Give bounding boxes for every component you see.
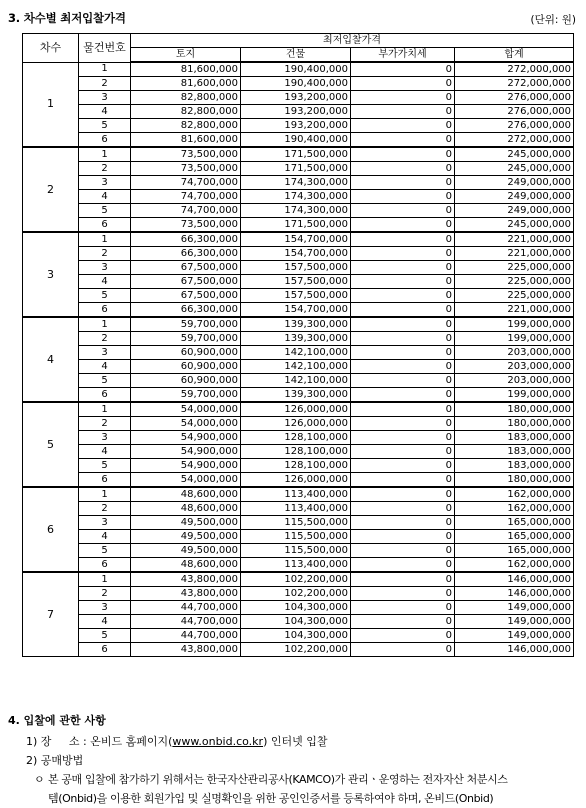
item-no-cell: 6 [79, 303, 131, 318]
building-price-cell: 190,400,000 [241, 133, 351, 148]
item-no-cell: 4 [79, 360, 131, 374]
building-price-cell: 126,000,000 [241, 417, 351, 431]
table-row [23, 190, 574, 204]
item-no-cell: 4 [79, 190, 131, 204]
item-no-cell: 2 [79, 502, 131, 516]
total-price-cell: 199,000,000 [455, 388, 574, 403]
table-row [23, 77, 574, 91]
building-price-cell: 113,400,000 [241, 558, 351, 573]
building-price-cell: 142,100,000 [241, 360, 351, 374]
item-no-cell: 5 [79, 459, 131, 473]
total-price-cell: 199,000,000 [455, 317, 574, 332]
table-row [23, 105, 574, 119]
land-price-cell: 54,900,000 [131, 445, 241, 459]
building-price-cell: 102,200,000 [241, 572, 351, 587]
building-price-cell: 157,500,000 [241, 275, 351, 289]
building-price-cell: 115,500,000 [241, 516, 351, 530]
total-price-cell: 225,000,000 [455, 261, 574, 275]
vat-cell: 0 [351, 487, 455, 502]
building-price-cell: 102,200,000 [241, 587, 351, 601]
vat-cell: 0 [351, 445, 455, 459]
vat-cell: 0 [351, 558, 455, 573]
land-price-cell: 43,800,000 [131, 643, 241, 657]
item-no-cell: 5 [79, 204, 131, 218]
building-price-cell: 128,100,000 [241, 431, 351, 445]
total-price-cell: 276,000,000 [455, 105, 574, 119]
building-price-cell: 113,400,000 [241, 502, 351, 516]
table-row [23, 587, 574, 601]
table-row [23, 601, 574, 615]
vat-cell: 0 [351, 601, 455, 615]
table-row [23, 91, 574, 105]
building-price-cell: 104,300,000 [241, 629, 351, 643]
item-no-cell: 2 [79, 162, 131, 176]
header-round: 차수 [23, 34, 79, 63]
item-no-cell: 3 [79, 176, 131, 190]
building-price-cell: 126,000,000 [241, 402, 351, 417]
total-price-cell: 149,000,000 [455, 629, 574, 643]
land-price-cell: 49,500,000 [131, 516, 241, 530]
header-min-bid-price: 최저입찰가격 [131, 34, 574, 48]
table-row [23, 147, 574, 162]
vat-cell: 0 [351, 232, 455, 247]
item-no-cell: 2 [79, 332, 131, 346]
item-no-cell: 3 [79, 431, 131, 445]
land-price-cell: 67,500,000 [131, 261, 241, 275]
vat-cell: 0 [351, 530, 455, 544]
total-price-cell: 203,000,000 [455, 360, 574, 374]
total-price-cell: 162,000,000 [455, 558, 574, 573]
building-price-cell: 142,100,000 [241, 346, 351, 360]
land-price-cell: 74,700,000 [131, 176, 241, 190]
table-row [23, 530, 574, 544]
vat-cell: 0 [351, 218, 455, 233]
unit-label: (단위: 원) [530, 14, 576, 26]
vat-cell: 0 [351, 133, 455, 148]
table-row [23, 445, 574, 459]
total-price-cell: 225,000,000 [455, 275, 574, 289]
land-price-cell: 67,500,000 [131, 275, 241, 289]
total-price-cell: 276,000,000 [455, 119, 574, 133]
land-price-cell: 81,600,000 [131, 77, 241, 91]
table-row [23, 176, 574, 190]
item-no-cell: 3 [79, 91, 131, 105]
total-price-cell: 183,000,000 [455, 431, 574, 445]
total-price-cell: 180,000,000 [455, 417, 574, 431]
vat-cell: 0 [351, 643, 455, 657]
total-price-cell: 203,000,000 [455, 346, 574, 360]
building-price-cell: 154,700,000 [241, 303, 351, 318]
item-no-cell: 3 [79, 261, 131, 275]
building-price-cell: 154,700,000 [241, 247, 351, 261]
vat-cell: 0 [351, 317, 455, 332]
total-price-cell: 162,000,000 [455, 487, 574, 502]
building-price-cell: 139,300,000 [241, 332, 351, 346]
table-row [23, 558, 574, 573]
item-no-cell: 4 [79, 445, 131, 459]
total-price-cell: 146,000,000 [455, 572, 574, 587]
item-no-cell: 3 [79, 346, 131, 360]
total-price-cell: 149,000,000 [455, 615, 574, 629]
header-item-no: 물건번호 [79, 34, 131, 63]
table-row [23, 346, 574, 360]
building-price-cell: 154,700,000 [241, 232, 351, 247]
table-row [23, 516, 574, 530]
item-no-cell: 2 [79, 77, 131, 91]
vat-cell: 0 [351, 289, 455, 303]
table-row [23, 417, 574, 431]
item-no-cell: 2 [79, 417, 131, 431]
building-price-cell: 128,100,000 [241, 445, 351, 459]
round-cell: 5 [23, 402, 79, 487]
total-price-cell: 146,000,000 [455, 643, 574, 657]
land-price-cell: 60,900,000 [131, 374, 241, 388]
building-price-cell: 115,500,000 [241, 544, 351, 558]
section-title: 3. 차수별 최저입찰가격 [8, 11, 126, 25]
vat-cell: 0 [351, 459, 455, 473]
land-price-cell: 82,800,000 [131, 91, 241, 105]
total-price-cell: 245,000,000 [455, 218, 574, 233]
building-price-cell: 104,300,000 [241, 615, 351, 629]
land-price-cell: 49,500,000 [131, 544, 241, 558]
item-no-cell: 5 [79, 374, 131, 388]
table-row [23, 275, 574, 289]
land-price-cell: 66,300,000 [131, 232, 241, 247]
item-no-cell: 4 [79, 105, 131, 119]
building-price-cell: 157,500,000 [241, 289, 351, 303]
item-no-cell: 1 [79, 487, 131, 502]
vat-cell: 0 [351, 516, 455, 530]
table-row [23, 502, 574, 516]
total-price-cell: 221,000,000 [455, 303, 574, 318]
round-cell: 2 [23, 147, 79, 232]
item-no-cell: 5 [79, 629, 131, 643]
vat-cell: 0 [351, 473, 455, 488]
item-no-cell: 1 [79, 317, 131, 332]
building-price-cell: 171,500,000 [241, 147, 351, 162]
place-prefix: 1) 장 소 : 온비드 홈페이지( [26, 735, 173, 748]
total-price-cell: 162,000,000 [455, 502, 574, 516]
item-no-cell: 6 [79, 218, 131, 233]
total-price-cell: 180,000,000 [455, 473, 574, 488]
building-price-cell: 142,100,000 [241, 374, 351, 388]
item-no-cell: 4 [79, 275, 131, 289]
land-price-cell: 59,700,000 [131, 388, 241, 403]
table-row [23, 431, 574, 445]
building-price-cell: 190,400,000 [241, 62, 351, 77]
land-price-cell: 82,800,000 [131, 119, 241, 133]
building-price-cell: 190,400,000 [241, 77, 351, 91]
land-price-cell: 73,500,000 [131, 218, 241, 233]
building-price-cell: 193,200,000 [241, 119, 351, 133]
total-price-cell: 245,000,000 [455, 147, 574, 162]
item-no-cell: 6 [79, 473, 131, 488]
total-price-cell: 180,000,000 [455, 402, 574, 417]
section4-title: 4. 입찰에 관한 사항 [8, 714, 106, 727]
total-price-cell: 203,000,000 [455, 374, 574, 388]
land-price-cell: 54,000,000 [131, 473, 241, 488]
vat-cell: 0 [351, 162, 455, 176]
vat-cell: 0 [351, 247, 455, 261]
building-price-cell: 113,400,000 [241, 487, 351, 502]
table-row [23, 473, 574, 488]
vat-cell: 0 [351, 176, 455, 190]
vat-cell: 0 [351, 388, 455, 403]
building-price-cell: 171,500,000 [241, 218, 351, 233]
vat-cell: 0 [351, 360, 455, 374]
vat-cell: 0 [351, 119, 455, 133]
total-price-cell: 245,000,000 [455, 162, 574, 176]
land-price-cell: 54,000,000 [131, 417, 241, 431]
building-price-cell: 102,200,000 [241, 643, 351, 657]
building-price-cell: 157,500,000 [241, 261, 351, 275]
land-price-cell: 60,900,000 [131, 346, 241, 360]
land-price-cell: 44,700,000 [131, 615, 241, 629]
vat-cell: 0 [351, 261, 455, 275]
item-no-cell: 5 [79, 289, 131, 303]
vat-cell: 0 [351, 417, 455, 431]
vat-cell: 0 [351, 374, 455, 388]
header-building: 건물 [241, 48, 351, 63]
building-price-cell: 126,000,000 [241, 473, 351, 488]
land-price-cell: 44,700,000 [131, 629, 241, 643]
land-price-cell: 66,300,000 [131, 303, 241, 318]
land-price-cell: 66,300,000 [131, 247, 241, 261]
table-row [23, 402, 574, 417]
land-price-cell: 49,500,000 [131, 530, 241, 544]
total-price-cell: 276,000,000 [455, 91, 574, 105]
item-no-cell: 5 [79, 544, 131, 558]
item-no-cell: 3 [79, 601, 131, 615]
round-cell: 7 [23, 572, 79, 657]
land-price-cell: 82,800,000 [131, 105, 241, 119]
table-row [23, 133, 574, 148]
land-price-cell: 48,600,000 [131, 502, 241, 516]
item-no-cell: 1 [79, 402, 131, 417]
table-row [23, 162, 574, 176]
table-row [23, 374, 574, 388]
item-no-cell: 6 [79, 558, 131, 573]
header-total: 합계 [455, 48, 574, 63]
land-price-cell: 67,500,000 [131, 289, 241, 303]
item-no-cell: 2 [79, 247, 131, 261]
total-price-cell: 165,000,000 [455, 544, 574, 558]
vat-cell: 0 [351, 204, 455, 218]
item-no-cell: 4 [79, 615, 131, 629]
method-label: 2) 공매방법 [26, 754, 84, 767]
minimum-bid-price-table [22, 33, 574, 657]
table-row [23, 303, 574, 318]
table-row [23, 247, 574, 261]
total-price-cell: 272,000,000 [455, 62, 574, 77]
bullet-marker: ㅇ [34, 773, 45, 786]
land-price-cell: 48,600,000 [131, 487, 241, 502]
table-row [23, 218, 574, 233]
round-cell: 3 [23, 232, 79, 317]
total-price-cell: 183,000,000 [455, 459, 574, 473]
method-text-line-2: 템(Onbid)을 이용한 회원가입 및 실명확인을 위한 공인인증서를 등록하여야 하며, 온비드(Onbid) [48, 792, 494, 805]
building-price-cell: 193,200,000 [241, 105, 351, 119]
table-row [23, 487, 574, 502]
vat-cell: 0 [351, 587, 455, 601]
item-no-cell: 2 [79, 587, 131, 601]
vat-cell: 0 [351, 77, 455, 91]
building-price-cell: 139,300,000 [241, 388, 351, 403]
place-line [8, 732, 578, 751]
vat-cell: 0 [351, 332, 455, 346]
vat-cell: 0 [351, 502, 455, 516]
building-price-cell: 174,300,000 [241, 204, 351, 218]
table-row [23, 643, 574, 657]
land-price-cell: 43,800,000 [131, 587, 241, 601]
vat-cell: 0 [351, 147, 455, 162]
total-price-cell: 146,000,000 [455, 587, 574, 601]
building-price-cell: 128,100,000 [241, 459, 351, 473]
vat-cell: 0 [351, 615, 455, 629]
building-price-cell: 139,300,000 [241, 317, 351, 332]
vat-cell: 0 [351, 402, 455, 417]
vat-cell: 0 [351, 544, 455, 558]
total-price-cell: 225,000,000 [455, 289, 574, 303]
place-suffix: ) 인터넷 입찰 [263, 735, 328, 748]
building-price-cell: 174,300,000 [241, 190, 351, 204]
land-price-cell: 73,500,000 [131, 162, 241, 176]
item-no-cell: 6 [79, 388, 131, 403]
total-price-cell: 249,000,000 [455, 204, 574, 218]
vat-cell: 0 [351, 190, 455, 204]
vat-cell: 0 [351, 62, 455, 77]
table-row [23, 261, 574, 275]
vat-cell: 0 [351, 303, 455, 318]
land-price-cell: 59,700,000 [131, 332, 241, 346]
land-price-cell: 59,700,000 [131, 317, 241, 332]
total-price-cell: 199,000,000 [455, 332, 574, 346]
table-row [23, 317, 574, 332]
total-price-cell: 165,000,000 [455, 516, 574, 530]
vat-cell: 0 [351, 431, 455, 445]
header-land: 토지 [131, 48, 241, 63]
land-price-cell: 54,000,000 [131, 402, 241, 417]
land-price-cell: 54,900,000 [131, 431, 241, 445]
table-row [23, 572, 574, 587]
header-vat: 부가가치세 [351, 48, 455, 63]
table-row [23, 459, 574, 473]
land-price-cell: 44,700,000 [131, 601, 241, 615]
total-price-cell: 183,000,000 [455, 445, 574, 459]
building-price-cell: 174,300,000 [241, 176, 351, 190]
building-price-cell: 104,300,000 [241, 601, 351, 615]
table-row [23, 388, 574, 403]
onbid-link[interactable]: www.onbid.co.kr [172, 735, 264, 748]
vat-cell: 0 [351, 91, 455, 105]
vat-cell: 0 [351, 629, 455, 643]
item-no-cell: 4 [79, 530, 131, 544]
vat-cell: 0 [351, 105, 455, 119]
land-price-cell: 74,700,000 [131, 204, 241, 218]
land-price-cell: 73,500,000 [131, 147, 241, 162]
total-price-cell: 165,000,000 [455, 530, 574, 544]
table-row [23, 615, 574, 629]
method-text-line-1 [8, 770, 578, 789]
land-price-cell: 60,900,000 [131, 360, 241, 374]
total-price-cell: 272,000,000 [455, 133, 574, 148]
vat-cell: 0 [351, 275, 455, 289]
total-price-cell: 221,000,000 [455, 247, 574, 261]
table-row [23, 289, 574, 303]
total-price-cell: 249,000,000 [455, 176, 574, 190]
item-no-cell: 6 [79, 643, 131, 657]
bid-info-section [8, 712, 578, 808]
building-price-cell: 193,200,000 [241, 91, 351, 105]
round-cell: 6 [23, 487, 79, 572]
table-row [23, 62, 574, 77]
table-row [23, 204, 574, 218]
land-price-cell: 74,700,000 [131, 190, 241, 204]
item-no-cell: 1 [79, 147, 131, 162]
table-row [23, 360, 574, 374]
building-price-cell: 115,500,000 [241, 530, 351, 544]
table-row [23, 232, 574, 247]
land-price-cell: 54,900,000 [131, 459, 241, 473]
land-price-cell: 81,600,000 [131, 62, 241, 77]
item-no-cell: 1 [79, 572, 131, 587]
method-text-1: 본 공매 입찰에 참가하기 위해서는 한국자산관리공사(KAMCO)가 관리ㆍ운영하는 전자자산 처분시스 [48, 773, 508, 786]
land-price-cell: 48,600,000 [131, 558, 241, 573]
table-row [23, 629, 574, 643]
building-price-cell: 171,500,000 [241, 162, 351, 176]
item-no-cell: 1 [79, 62, 131, 77]
table-row [23, 119, 574, 133]
land-price-cell: 81,600,000 [131, 133, 241, 148]
table-row [23, 332, 574, 346]
item-no-cell: 5 [79, 119, 131, 133]
item-no-cell: 6 [79, 133, 131, 148]
vat-cell: 0 [351, 572, 455, 587]
table-row [23, 544, 574, 558]
table-body [23, 62, 574, 657]
total-price-cell: 221,000,000 [455, 232, 574, 247]
round-cell: 4 [23, 317, 79, 402]
total-price-cell: 272,000,000 [455, 77, 574, 91]
item-no-cell: 1 [79, 232, 131, 247]
vat-cell: 0 [351, 346, 455, 360]
land-price-cell: 43,800,000 [131, 572, 241, 587]
total-price-cell: 249,000,000 [455, 190, 574, 204]
total-price-cell: 149,000,000 [455, 601, 574, 615]
item-no-cell: 3 [79, 516, 131, 530]
round-cell: 1 [23, 62, 79, 147]
